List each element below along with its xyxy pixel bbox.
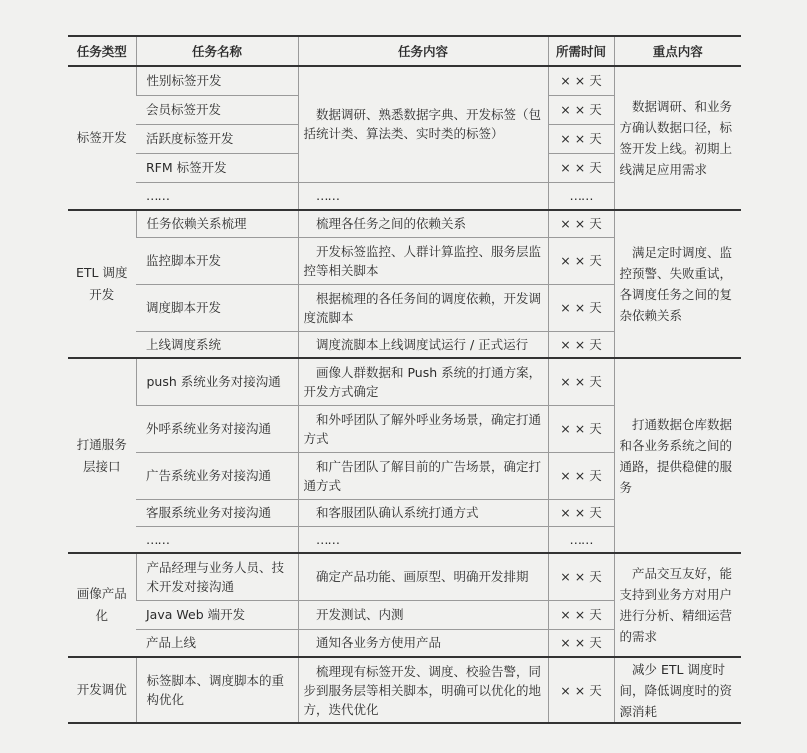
table-row <box>68 210 741 237</box>
header-key-content: 重点内容 <box>614 36 741 66</box>
task-name-cell: 会员标签开发 <box>136 95 298 124</box>
time-cell: × × 天 <box>548 210 614 237</box>
task-content-cell: 根据梳理的各任务间的调度依赖，开发调度流脚本 <box>298 284 548 331</box>
time-cell: × × 天 <box>548 553 614 600</box>
task-name-cell: …… <box>136 526 298 553</box>
time-cell: × × 天 <box>548 124 614 153</box>
task-content-cell: 梳理现有标签开发、调度、校验告警，同步到服务层等相关脚本，明确可以优化的地方，迭代优化 <box>298 657 548 723</box>
task-content-cell: 数据调研、熟悉数据字典、开发标签（包括统计类、算法类、实时类的标签） <box>298 66 548 182</box>
task-content-cell: 开发标签监控、人群计算监控、服务层监控等相关脚本 <box>298 237 548 284</box>
time-cell: …… <box>548 526 614 553</box>
task-content-cell: 画像人群数据和 Push 系统的打通方案，开发方式确定 <box>298 358 548 405</box>
task-name-cell: 外呼系统业务对接沟通 <box>136 405 298 452</box>
task-name-cell: 上线调度系统 <box>136 331 298 358</box>
task-type-cell: 标签开发 <box>68 66 136 210</box>
task-content-cell: 和广告团队了解目前的广告场景，确定打通方式 <box>298 452 548 499</box>
table-row <box>68 657 741 723</box>
task-name-cell: 广告系统业务对接沟通 <box>136 452 298 499</box>
time-cell: × × 天 <box>548 499 614 526</box>
key-content-cell: 数据调研、和业务方确认数据口径，标签开发上线。初期上线满足应用需求 <box>614 66 741 210</box>
time-cell: × × 天 <box>548 452 614 499</box>
task-content-cell: 确定产品功能、画原型、明确开发排期 <box>298 553 548 600</box>
task-name-cell: 性别标签开发 <box>136 66 298 95</box>
task-type-cell: 画像产品化 <box>68 553 136 657</box>
table-row <box>68 358 741 405</box>
task-name-cell: RFM 标签开发 <box>136 153 298 182</box>
time-cell: × × 天 <box>548 358 614 405</box>
task-content-cell: 梳理各任务之间的依赖关系 <box>298 210 548 237</box>
table-header-row <box>68 36 741 66</box>
task-type-cell: 打通服务层接口 <box>68 358 136 553</box>
time-cell: × × 天 <box>548 284 614 331</box>
task-content-cell: 通知各业务方使用产品 <box>298 629 548 657</box>
time-cell: × × 天 <box>548 66 614 95</box>
key-content-cell: 满足定时调度、监控预警、失败重试，各调度任务之间的复杂依赖关系 <box>614 210 741 358</box>
task-name-cell: push 系统业务对接沟通 <box>136 358 298 405</box>
task-name-cell: 标签脚本、调度脚本的重构优化 <box>136 657 298 723</box>
task-name-cell: 产品上线 <box>136 629 298 657</box>
time-cell: …… <box>548 182 614 210</box>
header-required-time: 所需时间 <box>548 36 614 66</box>
task-name-cell: 任务依赖关系梳理 <box>136 210 298 237</box>
task-name-cell: 调度脚本开发 <box>136 284 298 331</box>
time-cell: × × 天 <box>548 405 614 452</box>
task-content-cell: 和外呼团队了解外呼业务场景，确定打通方式 <box>298 405 548 452</box>
key-content-cell: 减少 ETL 调度时间，降低调度时的资源消耗 <box>614 657 741 723</box>
table-row <box>68 553 741 600</box>
time-cell: × × 天 <box>548 657 614 723</box>
header-task-type: 任务类型 <box>68 36 136 66</box>
task-content-cell: 调度流脚本上线调度试运行 / 正式运行 <box>298 331 548 358</box>
time-cell: × × 天 <box>548 600 614 629</box>
task-type-cell: 开发调优 <box>68 657 136 723</box>
time-cell: × × 天 <box>548 629 614 657</box>
task-content-cell: 开发测试、内测 <box>298 600 548 629</box>
key-content-cell: 打通数据仓库数据和各业务系统之间的通路，提供稳健的服务 <box>614 358 741 553</box>
task-plan-table <box>68 35 741 724</box>
task-name-cell: 客服系统业务对接沟通 <box>136 499 298 526</box>
task-content-cell: …… <box>298 182 548 210</box>
time-cell: × × 天 <box>548 237 614 284</box>
time-cell: × × 天 <box>548 331 614 358</box>
time-cell: × × 天 <box>548 95 614 124</box>
header-task-name: 任务名称 <box>136 36 298 66</box>
header-task-content: 任务内容 <box>298 36 548 66</box>
task-name-cell: 监控脚本开发 <box>136 237 298 284</box>
time-cell: × × 天 <box>548 153 614 182</box>
task-name-cell: 产品经理与业务人员、技术开发对接沟通 <box>136 553 298 600</box>
key-content-cell: 产品交互友好，能支持到业务方对用户进行分析、精细运营的需求 <box>614 553 741 657</box>
task-name-cell: Java Web 端开发 <box>136 600 298 629</box>
task-type-cell: ETL 调度开发 <box>68 210 136 358</box>
table-row <box>68 66 741 95</box>
task-name-cell: 活跃度标签开发 <box>136 124 298 153</box>
task-content-cell: 和客服团队确认系统打通方式 <box>298 499 548 526</box>
task-content-cell: …… <box>298 526 548 553</box>
task-name-cell: …… <box>136 182 298 210</box>
